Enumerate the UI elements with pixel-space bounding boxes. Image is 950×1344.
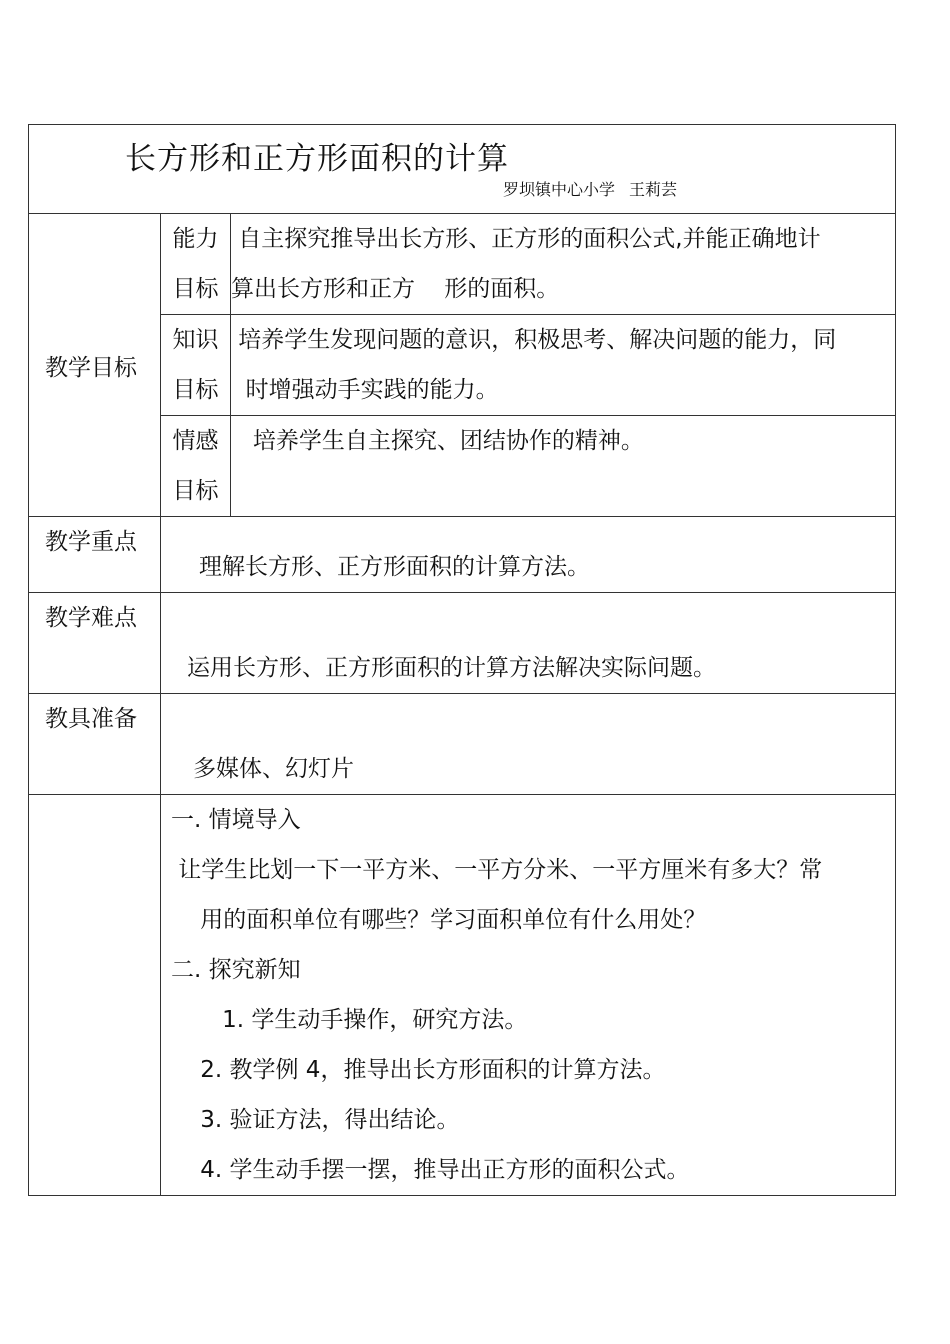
key-point-row xyxy=(29,517,896,593)
process-line: 让学生比划一下一平方米、一平方分米、一平方厘米有多大？常 xyxy=(171,857,823,883)
difficulty-text: 运用长方形、正方形面积的计算方法解决实际问题。 xyxy=(187,655,716,681)
key-point-text: 理解长方形、正方形面积的计算方法。 xyxy=(199,554,590,580)
tools-text-cell xyxy=(161,694,896,795)
process-line: 4. 学生动手摆一摆，推导出正方形的面积公式。 xyxy=(171,1157,690,1183)
objectives-label-cell xyxy=(29,214,161,517)
lesson-title: 长方形和正方形面积的计算 xyxy=(125,141,509,177)
objective-label-line2: 目标 xyxy=(172,276,219,302)
process-line: 1. 学生动手操作，研究方法。 xyxy=(171,1007,528,1033)
tools-text: 多媒体、幻灯片 xyxy=(193,756,354,782)
process-label-cell xyxy=(29,795,161,1196)
header-row xyxy=(29,125,896,214)
objective-text-line1: 培养学生自主探究、团结协作的精神。 xyxy=(231,428,644,454)
difficulty-label: 教学难点 xyxy=(45,605,137,631)
tools-label-cell xyxy=(29,694,161,795)
objective-label-cell xyxy=(161,315,231,416)
objective-label-line2: 目标 xyxy=(172,377,219,403)
process-text-cell xyxy=(161,795,896,1196)
objective-text-cell xyxy=(231,416,896,517)
key-point-label: 教学重点 xyxy=(45,529,137,555)
objective-label-line2: 目标 xyxy=(172,478,219,504)
teacher-name: 王莉芸 xyxy=(629,180,678,199)
header-cell xyxy=(29,125,896,214)
objective-text-line1: 自主探究推导出长方形、正方形的面积公式,并能正确地计 xyxy=(231,226,821,252)
objective-label-line1: 能力 xyxy=(172,226,219,252)
process-line: 2. 教学例 4，推导出长方形面积的计算方法。 xyxy=(171,1057,666,1083)
author-line xyxy=(503,177,677,200)
objective-text-line2: 时增强动手实践的能力。 xyxy=(231,377,499,403)
difficulty-row xyxy=(29,593,896,694)
objective-text-line1: 培养学生发现问题的意识，积极思考、解决问题的能力，同 xyxy=(231,327,837,353)
objective-text-cell xyxy=(231,315,896,416)
objective-text-line2: 算出长方形和正方 形的面积。 xyxy=(231,276,560,302)
objective-text-cell xyxy=(231,214,896,315)
process-line: 一. 情境导入 xyxy=(171,807,301,833)
process-line: 二. 探究新知 xyxy=(171,957,301,983)
objective-label-line1: 情感 xyxy=(172,428,219,454)
objective-label-cell xyxy=(161,214,231,315)
tools-row xyxy=(29,694,896,795)
key-point-label-cell xyxy=(29,517,161,593)
school-name: 罗坝镇中心小学 xyxy=(503,180,616,199)
objective-row-ability xyxy=(29,214,896,315)
objective-label-cell xyxy=(161,416,231,517)
objective-label-line1: 知识 xyxy=(172,327,219,353)
key-point-text-cell xyxy=(161,517,896,593)
tools-label: 教具准备 xyxy=(45,706,137,732)
difficulty-text-cell xyxy=(161,593,896,694)
process-line: 3. 验证方法，得出结论。 xyxy=(171,1107,460,1133)
process-row xyxy=(29,795,896,1196)
difficulty-label-cell xyxy=(29,593,161,694)
lesson-plan-table xyxy=(28,124,896,1196)
process-line: 用的面积单位有哪些？学习面积单位有什么用处？ xyxy=(171,907,707,933)
objectives-label: 教学目标 xyxy=(45,354,137,381)
